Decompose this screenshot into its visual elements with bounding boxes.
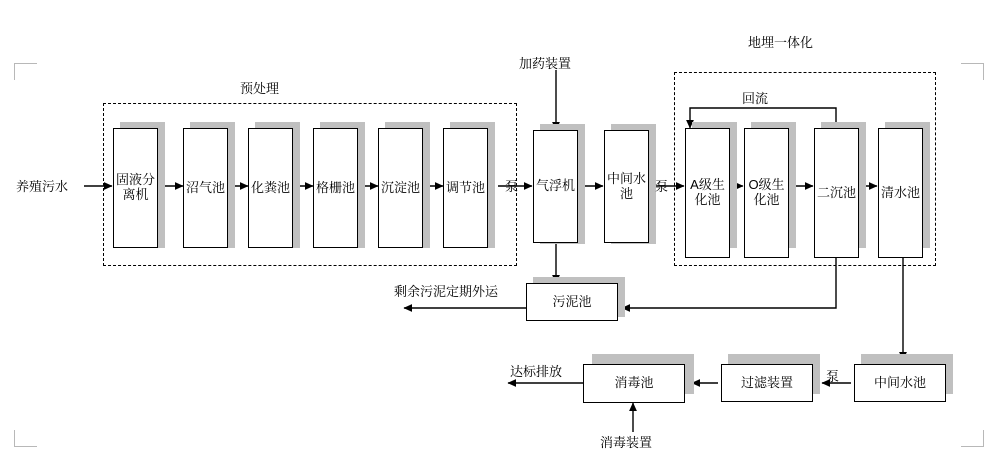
unit-filter-device [721, 364, 813, 402]
label-discharge: 达标排放 [510, 364, 563, 379]
unit-label-o-stage-bio-tank: O级生化池 [748, 177, 785, 207]
group-label-buried-integrated: 地埋一体化 [748, 35, 814, 50]
unit-adjusting-tank [443, 128, 488, 248]
unit-label-air-flotation-machine: 气浮机 [535, 178, 575, 194]
unit-o-stage-bio-tank [744, 128, 789, 258]
unit-solid-liquid-separator [113, 128, 158, 248]
label-pump-2: 泵 [655, 179, 669, 194]
unit-grille-tank [313, 128, 358, 248]
unit-label-secondary-sedimentation-tank: 二沉池 [816, 184, 856, 200]
label-inlet: 养殖污水 [16, 179, 69, 194]
unit-label-sedimentation-tank: 沉淀池 [380, 179, 420, 195]
unit-disinfection-pool [583, 364, 685, 403]
label-reflux: 回流 [742, 91, 769, 106]
label-dosing-device: 加药装置 [519, 56, 572, 71]
unit-label-middle-pool-2: 中间水池 [873, 374, 926, 390]
label-disinfect-device: 消毒装置 [600, 435, 653, 450]
unit-label-biogas-tank: 沼气池 [185, 179, 225, 195]
label-pump-1: 泵 [505, 179, 519, 194]
unit-label-septic-tank: 化粪池 [250, 179, 290, 195]
unit-label-a-stage-bio-tank: A级生化池 [690, 177, 725, 207]
unit-label-disinfection-pool: 消毒池 [614, 375, 654, 391]
unit-label-solid-liquid-separator: 固液分离机 [115, 172, 155, 202]
label-sludge-transport: 剩余污泥定期外运 [394, 284, 499, 299]
unit-a-stage-bio-tank [685, 128, 730, 258]
unit-label-sludge-pool: 污泥池 [552, 293, 592, 309]
unit-label-middle-pool: 中间水池 [606, 170, 646, 201]
label-pump-3: 泵 [826, 369, 840, 384]
unit-clear-water-tank [878, 128, 923, 258]
unit-label-grille-tank: 格栅池 [315, 179, 355, 195]
unit-label-filter-device: 过滤装置 [740, 374, 793, 390]
unit-label-clear-water-tank: 清水池 [880, 184, 920, 200]
unit-septic-tank [248, 128, 293, 248]
unit-sedimentation-tank [378, 128, 423, 248]
unit-sludge-pool [526, 283, 618, 321]
unit-biogas-tank [183, 128, 228, 248]
unit-secondary-sedimentation-tank [814, 128, 859, 258]
unit-middle-pool [604, 130, 649, 243]
group-label-pretreatment: 预处理 [240, 81, 280, 96]
unit-middle-pool-2 [854, 364, 946, 402]
unit-label-adjusting-tank: 调节池 [445, 179, 485, 195]
unit-air-flotation-machine [533, 130, 578, 243]
